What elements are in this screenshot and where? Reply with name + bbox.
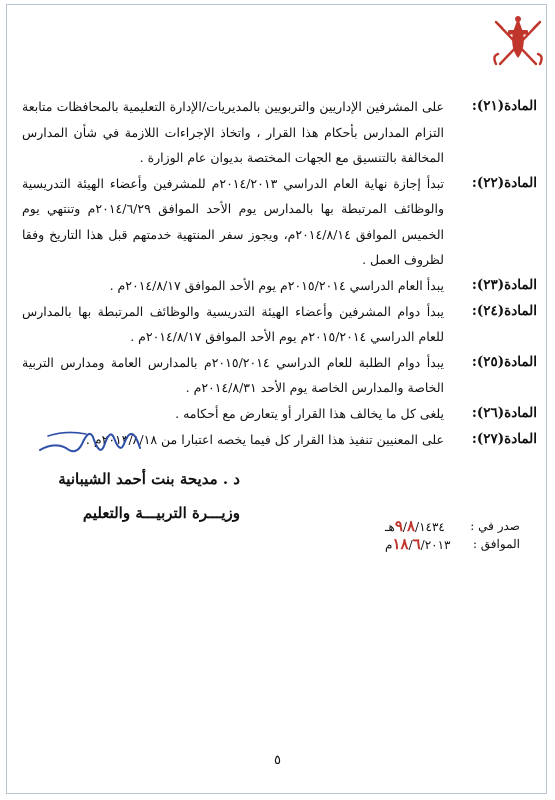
article-22 (22, 171, 537, 273)
signer-title: وزيـــرة التربيـــة والتعليم (82, 504, 240, 522)
article-label: المادة(٢٢): (471, 174, 537, 191)
article-label: المادة(٢٧): (471, 430, 537, 447)
corresponding-label: الموافق : (472, 537, 520, 551)
article-25 (22, 350, 537, 401)
article-text: يبدأ دوام المشرفين وأعضاء الهيئة التدريسية والوظائف المرتبطة بها بالمدارس للعام الدراسي ٢٠١٥/٢٠١٤م يوم الأحد الموافق ٢٠١٤/٨/١٧م . (22, 303, 444, 344)
hijri-year: ١٤٣٤هـ (385, 520, 445, 534)
signer-name: د . مديحة بنت أحمد الشيبانية (58, 470, 240, 488)
article-label: المادة(٢١): (471, 98, 537, 114)
article-text: على المشرفين الإداريين والتربويين بالمديريات/الإدارة التعليمية بالمحافظات متابعة التزام المدارس بأحكام هذا القرار ، واتخاذ الإجراءات اللازمة في شأن المدارس المخالفة بالتنسيق مع الجهات المختصة بديوان عام الوزارة . (22, 99, 444, 165)
issue-dates (385, 518, 520, 554)
gregorian-day: ١٨ (392, 535, 409, 553)
signature-icon (36, 420, 146, 460)
hijri-date-row (385, 518, 520, 536)
oman-emblem-icon (490, 12, 546, 70)
article-label: المادة(٢٣): (471, 276, 537, 293)
page-number: ٥ (274, 753, 281, 768)
article-text: تبدأ إجازة نهاية العام الدراسي ٢٠١٤/٢٠١٣م للمشرفين وأعضاء الهيئة التدريسية والوظائف المرتبطة بها بالمدارس يوم الأحد الموافق ٢٠١٤/٦/٢٩م وتنتهي يوم الخميس الموافق ٢٠١٤/٨/١٤م، ويجوز سفر المنتهية خدمتهم قبل هذا التاريخ وفقا لظروف العمل . (22, 175, 445, 267)
article-text: يبدأ العام الدراسي ٢٠١٥/٢٠١٤م يوم الأحد الموافق ٢٠١٤/٨/١٧م . (109, 277, 444, 293)
gregorian-month: ٦ (412, 535, 421, 553)
hijri-date: ٩/٨/١٤٣٤هـ (385, 517, 445, 535)
article-23 (22, 273, 537, 299)
article-label: المادة(٢٦): (471, 404, 537, 421)
gregorian-date: ١٨/٦/٢٠١٣م (385, 535, 451, 553)
articles-list (22, 94, 537, 453)
issued-label: صدر في : (470, 519, 520, 533)
article-text: على المعنيين تنفيذ هذا القرار كل فيما يخصه اعتبارا من ٢٠١٣/٨/١٨م . (85, 431, 444, 447)
gregorian-year: ٢٠١٣م (385, 538, 451, 552)
article-24 (22, 299, 537, 350)
signature-block (40, 462, 240, 530)
article-text: يبدأ دوام الطلبة للعام الدراسي ٢٠١٥/٢٠١٤م بالمدارس العامة ومدارس التربية الخاصة والمدارس الخاصة يوم الأحد ٢٠١٤/٨/٣١م . (22, 354, 444, 395)
article-label: المادة(٢٤): (471, 302, 537, 319)
article-label: المادة(٢٥): (471, 353, 537, 370)
article-21 (22, 94, 537, 171)
hijri-month: ٨ (406, 517, 416, 535)
gregorian-date-row (385, 536, 520, 554)
article-text: يلغى كل ما يخالف هذا القرار أو يتعارض مع أحكامه . (175, 405, 444, 421)
hijri-day: ٩ (394, 517, 403, 535)
